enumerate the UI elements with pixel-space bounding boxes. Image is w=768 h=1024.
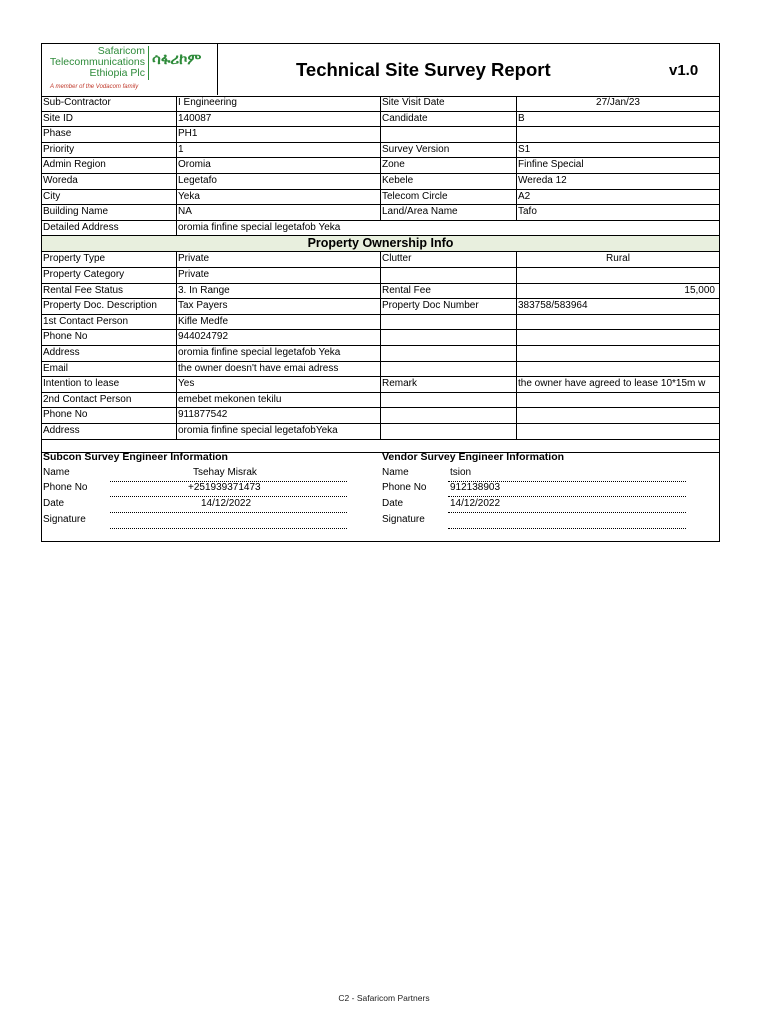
- cell-value: 1: [177, 143, 381, 158]
- cell-value-2: B: [518, 112, 525, 124]
- subcon-name: Tsehay Misrak: [193, 467, 257, 478]
- cell-value-2: [517, 393, 719, 408]
- cell-value: Oromia: [177, 158, 381, 173]
- table-row: [42, 205, 719, 221]
- logo-tagline: A member of the Vodacom family: [50, 84, 139, 90]
- table-row: [42, 315, 719, 331]
- cell-value: emebet mekonen tekilu: [177, 393, 381, 408]
- table-row: [42, 299, 719, 315]
- cell-label-2: Property Doc Number: [381, 299, 517, 314]
- table-row: [42, 174, 719, 190]
- cell-label-2: [381, 346, 517, 361]
- subcon-date: 14/12/2022: [201, 498, 252, 509]
- table-row: [42, 393, 719, 409]
- table-row: [42, 377, 719, 393]
- cell-value: oromia finfine special legetafob Yeka: [177, 346, 381, 361]
- cell-label: Priority: [42, 143, 177, 158]
- cell-value-2: Rural: [606, 253, 630, 265]
- table-row: [42, 143, 719, 159]
- table-row: [42, 424, 719, 440]
- cell-label: Property Doc. Description: [42, 299, 177, 314]
- cell-label-2: [381, 362, 517, 377]
- detailed-address-value: oromia finfine special legetafob Yeka: [178, 221, 341, 233]
- vendor-date-label: Date: [382, 498, 404, 509]
- cell-value-2: [517, 362, 719, 377]
- logo-amharic: ሳፋሪኮም: [152, 51, 202, 68]
- cell-value-2: [517, 408, 719, 423]
- report-header: [42, 44, 719, 97]
- table-row: [42, 346, 719, 362]
- cell-value-2: [517, 315, 719, 330]
- cell-value: Private: [177, 252, 381, 267]
- vendor-signature-line: [448, 528, 686, 529]
- cell-label-2: Remark: [381, 377, 517, 392]
- cell-value-2: [517, 268, 719, 283]
- safaricom-logo: [42, 44, 218, 95]
- cell-value-2: 383758/583964: [518, 300, 588, 312]
- cell-value: 140087: [177, 112, 381, 127]
- cell-label-2: Site Visit Date: [381, 96, 517, 111]
- cell-label: Phone No: [42, 330, 177, 345]
- subcon-signature-line: [110, 528, 347, 529]
- logo-line-1: Safaricom: [97, 45, 145, 57]
- cell-label: Property Type: [42, 252, 177, 267]
- cell-value-2: Wereda 12: [518, 175, 567, 186]
- cell-value-2: 27/Jan/23: [596, 97, 640, 108]
- vendor-signature-label: Signature: [382, 514, 425, 525]
- cell-label: Rental Fee Status: [42, 284, 177, 299]
- cell-label-2: [381, 315, 517, 330]
- cell-value-2: [517, 424, 719, 439]
- subcon-signature-label: Signature: [43, 514, 86, 525]
- cell-value: 944024792: [177, 330, 381, 345]
- report-title: Technical Site Survey Report: [296, 59, 551, 80]
- cell-label-2: [381, 393, 517, 408]
- cell-label-2: [381, 424, 517, 439]
- cell-label: Building Name: [42, 205, 177, 220]
- cell-value: Kifle Medfe: [177, 315, 381, 330]
- cell-label-2: [381, 330, 517, 345]
- cell-label-2: Zone: [381, 158, 517, 173]
- cell-label-2: [381, 408, 517, 423]
- cell-value-2: [517, 330, 719, 345]
- cell-value-2: A2: [518, 190, 531, 202]
- cell-label-2: Rental Fee: [381, 284, 517, 299]
- table-row: [42, 252, 719, 268]
- cell-label-2: [381, 127, 517, 142]
- survey-sheet: [41, 43, 720, 542]
- vendor-name: tsion: [450, 467, 472, 478]
- cell-value: Yes: [177, 377, 381, 392]
- subcon-date-line: [110, 512, 347, 513]
- subcon-name-label: Name: [43, 467, 70, 478]
- cell-label: Email: [42, 362, 177, 377]
- logo-line-3: Ethiopia Plc: [89, 67, 145, 79]
- subcon-phone: +251939371473: [188, 482, 261, 493]
- cell-label: 2nd Contact Person: [42, 393, 177, 408]
- cell-label-2: [381, 268, 517, 283]
- cell-value: Private: [177, 268, 381, 283]
- cell-value-2: S1: [518, 143, 531, 155]
- table-row: [42, 330, 719, 346]
- vendor-phone-line: [448, 496, 686, 497]
- cell-label: 1st Contact Person: [42, 315, 177, 330]
- table-row: [42, 268, 719, 284]
- cell-value: the owner doesn't have emai adress: [177, 362, 381, 377]
- subcon-phone-label: Phone No: [43, 482, 88, 493]
- cell-value: PH1: [177, 127, 381, 142]
- table-row: [42, 96, 719, 112]
- vendor-phone: 912138903: [450, 482, 501, 493]
- cell-label: Address: [42, 424, 177, 439]
- cell-value: Yeka: [177, 190, 381, 205]
- detailed-address-row: [42, 221, 719, 237]
- cell-value-2: [517, 346, 719, 361]
- cell-label: Property Category: [42, 268, 177, 283]
- cell-label-2: Kebele: [381, 174, 517, 189]
- cell-label-2: Survey Version: [381, 143, 517, 158]
- cell-value: Legetafo: [177, 174, 381, 189]
- subcon-heading: Subcon Survey Engineer Information: [43, 451, 228, 463]
- report-version: v1.0: [669, 62, 699, 79]
- vendor-date: 14/12/2022: [450, 498, 501, 509]
- table-row: [42, 190, 719, 206]
- cell-value-2: the owner have agreed to lease 10*15m w: [518, 378, 706, 390]
- cell-value: I Engineering: [177, 96, 381, 111]
- subcon-phone-line: [110, 496, 347, 497]
- vendor-date-line: [448, 512, 686, 513]
- cell-value-2: Finfine Special: [518, 159, 584, 171]
- cell-label-2: Land/Area Name: [381, 205, 517, 220]
- cell-label: Intention to lease: [42, 377, 177, 392]
- vendor-heading: Vendor Survey Engineer Information: [382, 451, 565, 463]
- cell-label-2: Telecom Circle: [381, 190, 517, 205]
- table-row: [42, 284, 719, 300]
- cell-label: Phase: [42, 127, 177, 142]
- logo-divider: [148, 46, 149, 80]
- vendor-name-label: Name: [382, 467, 409, 478]
- property-ownership-heading: Property Ownership Info: [42, 236, 719, 252]
- detailed-address-label: Detailed Address: [42, 221, 177, 236]
- cell-value: Tax Payers: [177, 299, 381, 314]
- cell-value: oromia finfine special legetafobYeka: [177, 424, 381, 439]
- table-row: [42, 362, 719, 378]
- subcon-date-label: Date: [43, 498, 65, 509]
- cell-label: City: [42, 190, 177, 205]
- cell-value: 911877542: [177, 408, 381, 423]
- cell-value: 3. In Range: [177, 284, 381, 299]
- table-row: [42, 112, 719, 128]
- cell-value-2: 15,000: [684, 284, 715, 296]
- logo-line-2: Telecommunications: [49, 56, 145, 68]
- cell-label: Address: [42, 346, 177, 361]
- table-row: [42, 127, 719, 143]
- cell-label-2: Candidate: [381, 112, 517, 127]
- vendor-phone-label: Phone No: [382, 482, 427, 493]
- cell-label-2: Clutter: [381, 252, 517, 267]
- cell-label: Site ID: [42, 112, 177, 127]
- cell-value-2: [517, 127, 719, 142]
- cell-label: Admin Region: [42, 158, 177, 173]
- table-row: [42, 408, 719, 424]
- cell-label: Phone No: [42, 408, 177, 423]
- cell-label: Woreda: [42, 174, 177, 189]
- cell-label: Sub-Contractor: [42, 96, 177, 111]
- table-row: [42, 158, 719, 174]
- cell-value-2: Tafo: [518, 206, 537, 218]
- footer-classification: C2 - Safaricom Partners: [338, 993, 430, 1003]
- cell-value: NA: [177, 205, 381, 220]
